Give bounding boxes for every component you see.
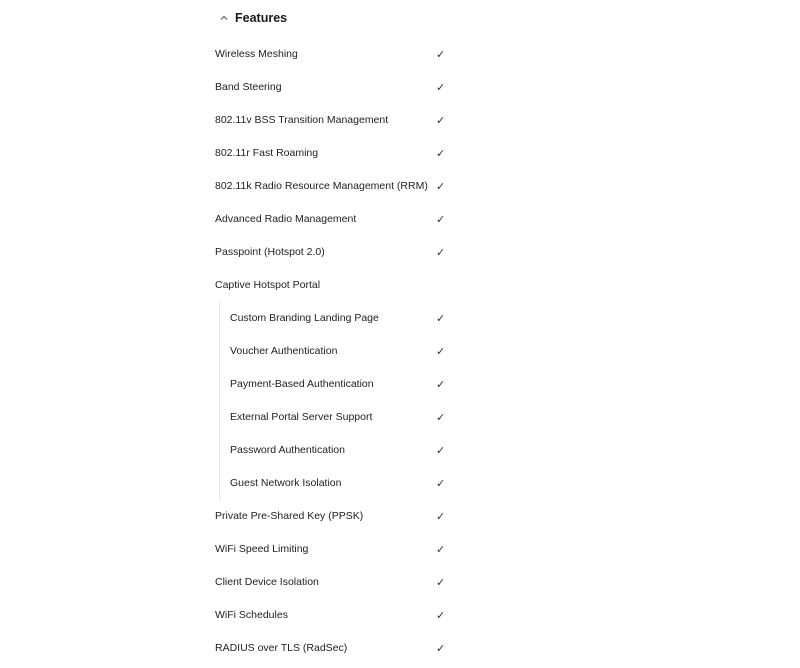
check-icon: ✓	[436, 246, 446, 259]
feature-label: Client Device Isolation	[215, 576, 319, 588]
features-section-header[interactable]	[213, 6, 287, 30]
features-list	[0, 38, 800, 665]
check-icon: ✓	[436, 642, 446, 655]
feature-row-captive-portal	[0, 269, 800, 302]
feature-label: 802.11r Fast Roaming	[215, 147, 319, 159]
feature-row-80211k	[0, 170, 800, 203]
feature-label: Passpoint (Hotspot 2.0)	[215, 246, 325, 258]
check-icon: ✓	[436, 609, 446, 622]
feature-label: Payment-Based Authentication	[230, 378, 374, 390]
captive-portal-sub-list	[0, 302, 800, 500]
feature-label: Captive Hotspot Portal	[215, 279, 321, 291]
check-icon: ✓	[436, 411, 446, 424]
feature-row-client-isolation	[0, 566, 800, 599]
feature-row-band-steering	[0, 71, 800, 104]
feature-label: Private Pre-Shared Key (PPSK)	[215, 510, 364, 522]
feature-label: External Portal Server Support	[230, 411, 373, 423]
feature-row-voucher-auth	[0, 335, 800, 368]
check-icon: ✓	[436, 312, 446, 325]
feature-row-external-portal	[0, 401, 800, 434]
feature-label: Custom Branding Landing Page	[230, 312, 379, 324]
check-icon: ✓	[436, 213, 446, 226]
feature-row-wireless-meshing	[0, 38, 800, 71]
check-icon: ✓	[436, 378, 446, 391]
feature-label: Password Authentication	[230, 444, 345, 456]
check-icon: ✓	[436, 444, 446, 457]
check-icon: ✓	[436, 48, 446, 61]
feature-row-80211v	[0, 104, 800, 137]
check-icon: ✓	[436, 81, 446, 94]
feature-label: Band Steering	[215, 81, 282, 93]
feature-label: RADIUS over TLS (RadSec)	[215, 642, 348, 654]
check-icon: ✓	[436, 543, 446, 556]
check-icon: ✓	[436, 345, 446, 358]
chevron-up-icon[interactable]	[213, 7, 235, 29]
feature-label: 802.11v BSS Transition Management	[215, 114, 389, 126]
feature-label: WiFi Schedules	[215, 609, 288, 621]
feature-label: Wireless Meshing	[215, 48, 298, 60]
feature-row-passpoint	[0, 236, 800, 269]
feature-row-payment-auth	[0, 368, 800, 401]
feature-row-advanced-radio	[0, 203, 800, 236]
feature-row-radsec	[0, 632, 800, 665]
check-icon: ✓	[436, 114, 446, 127]
feature-label: 802.11k Radio Resource Management (RRM)	[215, 180, 428, 192]
feature-row-guest-isolation	[0, 467, 800, 500]
feature-row-custom-branding	[0, 302, 800, 335]
feature-label: Advanced Radio Management	[215, 213, 357, 225]
feature-row-password-auth	[0, 434, 800, 467]
check-icon: ✓	[436, 510, 446, 523]
feature-label: WiFi Speed Limiting	[215, 543, 309, 555]
feature-label: Voucher Authentication	[230, 345, 338, 357]
captive-portal-subgroup	[0, 302, 800, 500]
feature-row-80211r	[0, 137, 800, 170]
section-title: Features	[235, 11, 288, 25]
feature-row-ppsk	[0, 500, 800, 533]
feature-label: Guest Network Isolation	[230, 477, 342, 489]
check-icon: ✓	[436, 477, 446, 490]
check-icon: ✓	[436, 576, 446, 589]
check-icon: ✓	[436, 147, 446, 160]
check-icon: ✓	[436, 180, 446, 193]
feature-row-wifi-schedules	[0, 599, 800, 632]
feature-row-speed-limiting	[0, 533, 800, 566]
